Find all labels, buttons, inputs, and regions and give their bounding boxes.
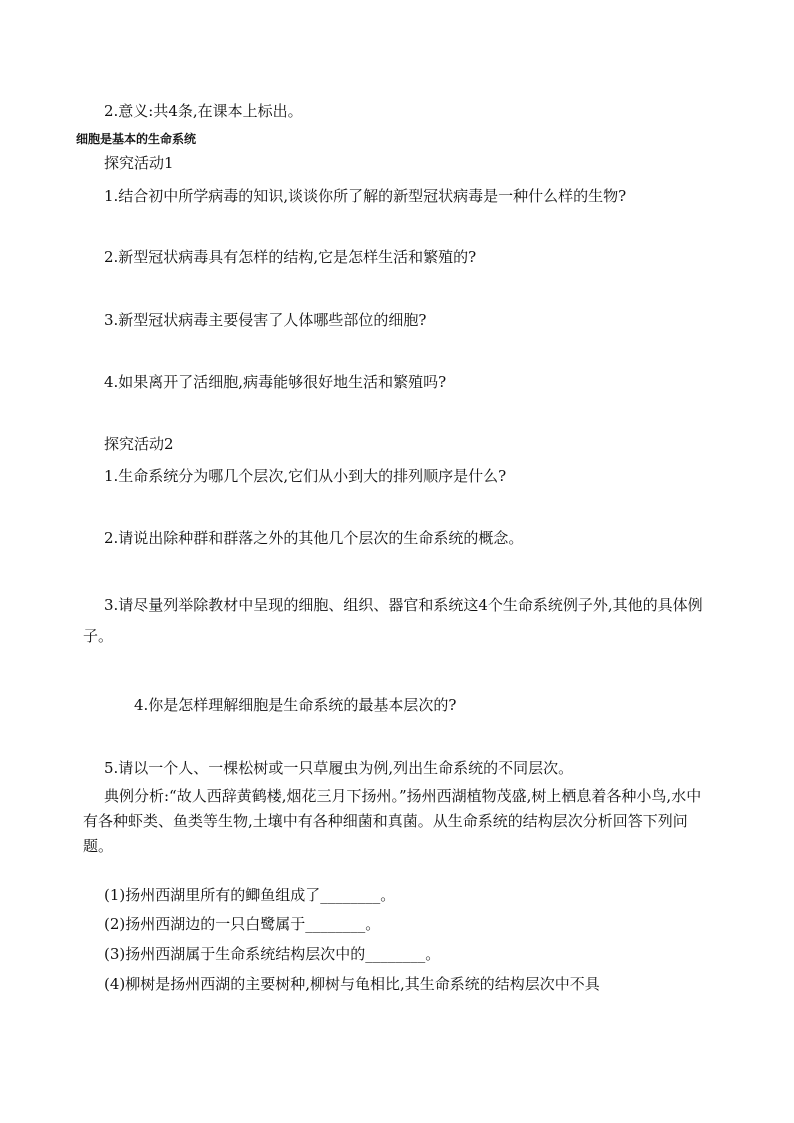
example-item-2: (2)扬州西湖边的一只白鹭属于________。 (104, 915, 381, 933)
example-intro: 典例分析:“故人西辞黄鹤楼,烟花三月下扬州。”扬州西湖植物茂盛,树上栖息着各种小鸟,水中有各种虾类、鱼类等生物,土壤中有各种细菌和真菌。从生命系统的结构层次分析回答下列问题。 (83, 787, 702, 855)
activity2-question-4: 4.你是怎样理解细胞是生命系统的最基本层次的? (134, 696, 457, 714)
example-item-1: (1)扬州西湖里所有的鲫鱼组成了________。 (104, 886, 396, 904)
activity2-question-2: 2.请说出除种群和群落之外的其他几个层次的生命系统的概念。 (104, 529, 524, 547)
activity2-question-3: 3.请尽量列举除教材中呈现的细胞、组织、器官和系统这4个生命系统例子外,其他的具体例子。 (83, 596, 703, 645)
meaning-line: 2.意义:共4条,在课本上标出。 (104, 102, 303, 120)
activity2-title: 探究活动2 (104, 435, 174, 453)
example-item-4: (4)柳树是扬州西湖的主要树种,柳树与龟相比,其生命系统的结构层次中不具 (104, 975, 600, 993)
example-item-3: (3)扬州西湖属于生命系统结构层次中的________。 (104, 945, 441, 963)
activity1-question-4: 4.如果离开了活细胞,病毒能够很好地生活和繁殖吗? (104, 373, 447, 391)
activity1-question-3: 3.新型冠状病毒主要侵害了人体哪些部位的细胞? (104, 311, 427, 329)
activity2-question-5: 5.请以一个人、一棵松树或一只草履虫为例,列出生命系统的不同层次。 (104, 759, 574, 777)
section-heading: 细胞是基本的生命系统 (76, 132, 197, 146)
activity1-title: 探究活动1 (104, 154, 174, 172)
activity2-question-1: 1.生命系统分为哪几个层次,它们从小到大的排列顺序是什么? (104, 467, 507, 485)
activity1-question-2: 2.新型冠状病毒具有怎样的结构,它是怎样生活和繁殖的? (104, 248, 477, 266)
activity1-question-1: 1.结合初中所学病毒的知识,谈谈你所了解的新型冠状病毒是一种什么样的生物? (104, 187, 627, 205)
